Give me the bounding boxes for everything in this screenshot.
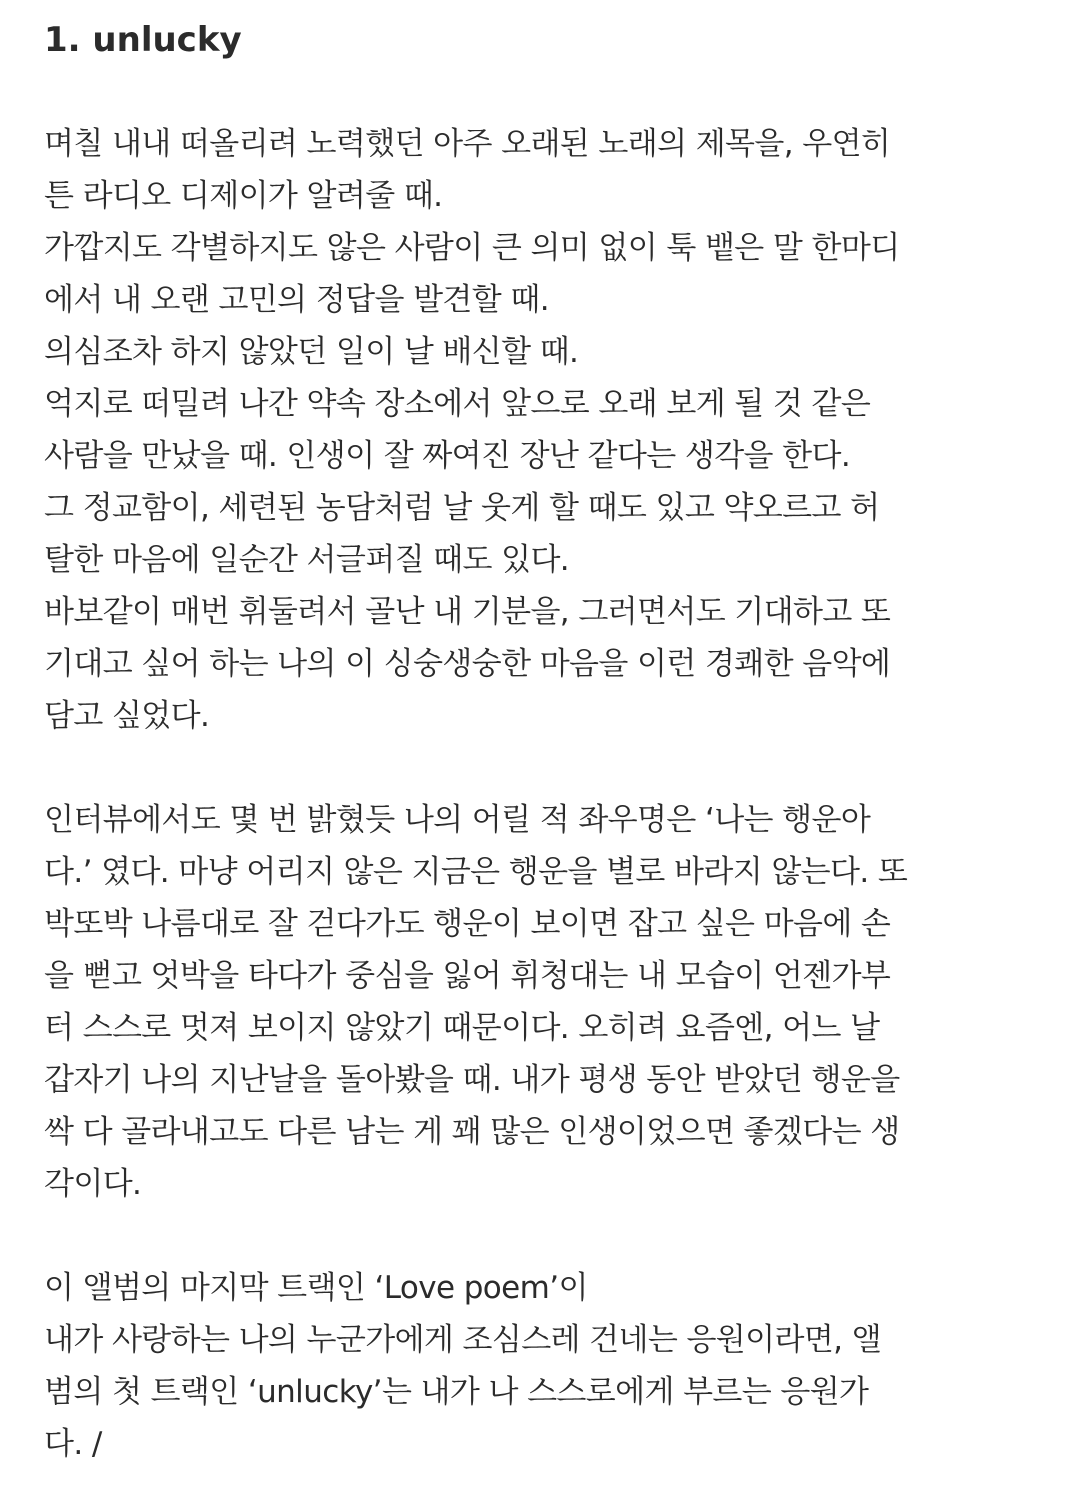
text-line: 며칠 내내 떠올리려 노력했던 아주 오래된 노래의 제목을, 우연히	[44, 126, 891, 162]
text-line: 담고 싶었다.	[44, 698, 210, 734]
text-line: 이 앨범의 마지막 트랙인 ‘Love poem’이	[44, 1270, 588, 1306]
text-line: 내가 사랑하는 나의 누군가에게 조심스레 건네는 응원이라면, 앨	[44, 1322, 882, 1358]
text-line: 튼 라디오 디제이가 알려줄 때.	[44, 178, 443, 214]
text-line: 다.’ 였다. 마냥 어리지 않은 지금은 행운을 별로 바라지 않는다. 또	[44, 854, 908, 890]
text-line: 에서 내 오랜 고민의 정답을 발견할 때.	[44, 282, 549, 318]
text-line: 억지로 떠밀려 나간 약속 장소에서 앞으로 오래 보게 될 것 같은	[44, 386, 871, 422]
liner-notes	[44, 14, 1036, 1470]
text-line: 터 스스로 멋져 보이지 않았기 때문이다. 오히려 요즘엔, 어느 날	[44, 1010, 880, 1046]
text-line: 바보같이 매번 휘둘려서 골난 내 기분을, 그러면서도 기대하고 또	[44, 594, 891, 630]
paragraph-1	[44, 118, 1036, 742]
text-line: 그 정교함이, 세련된 농담처럼 날 웃게 할 때도 있고 약오르고 허	[44, 490, 880, 526]
text-line: 각이다.	[44, 1166, 142, 1202]
text-line: 인터뷰에서도 몇 번 밝혔듯 나의 어릴 적 좌우명은 ‘나는 행운아	[44, 802, 871, 838]
text-line: 가깝지도 각별하지도 않은 사람이 큰 의미 없이 툭 뱉은 말 한마디	[44, 230, 900, 266]
text-line: 박또박 나름대로 잘 걷다가도 행운이 보이면 잡고 싶은 마음에 손	[44, 906, 891, 942]
text-line: 의심조차 하지 않았던 일이 날 배신할 때.	[44, 334, 579, 370]
text-line: 갑자기 나의 지난날을 돌아봤을 때. 내가 평생 동안 받았던 행운을	[44, 1062, 900, 1098]
track-title: 1. unlucky	[44, 20, 242, 60]
paragraph-2	[44, 794, 1036, 1210]
text-line: 범의 첫 트랙인 ‘unlucky’는 내가 나 스스로에게 부르는 응원가	[44, 1374, 869, 1410]
text-line: 싹 다 골라내고도 다른 남는 게 꽤 많은 인생이었으면 좋겠다는 생	[44, 1114, 900, 1150]
text-line: 사람을 만났을 때. 인생이 잘 짜여진 장난 같다는 생각을 한다.	[44, 438, 851, 474]
text-line: 을 뻗고 엇박을 타다가 중심을 잃어 휘청대는 내 모습이 언젠가부	[44, 958, 891, 994]
text-line: 기대고 싶어 하는 나의 이 싱숭생숭한 마음을 이런 경쾌한 음악에	[44, 646, 891, 682]
text-line: 탈한 마음에 일순간 서글퍼질 때도 있다.	[44, 542, 570, 578]
paragraph-3	[44, 1262, 1036, 1470]
text-line: 다. /	[44, 1426, 102, 1462]
